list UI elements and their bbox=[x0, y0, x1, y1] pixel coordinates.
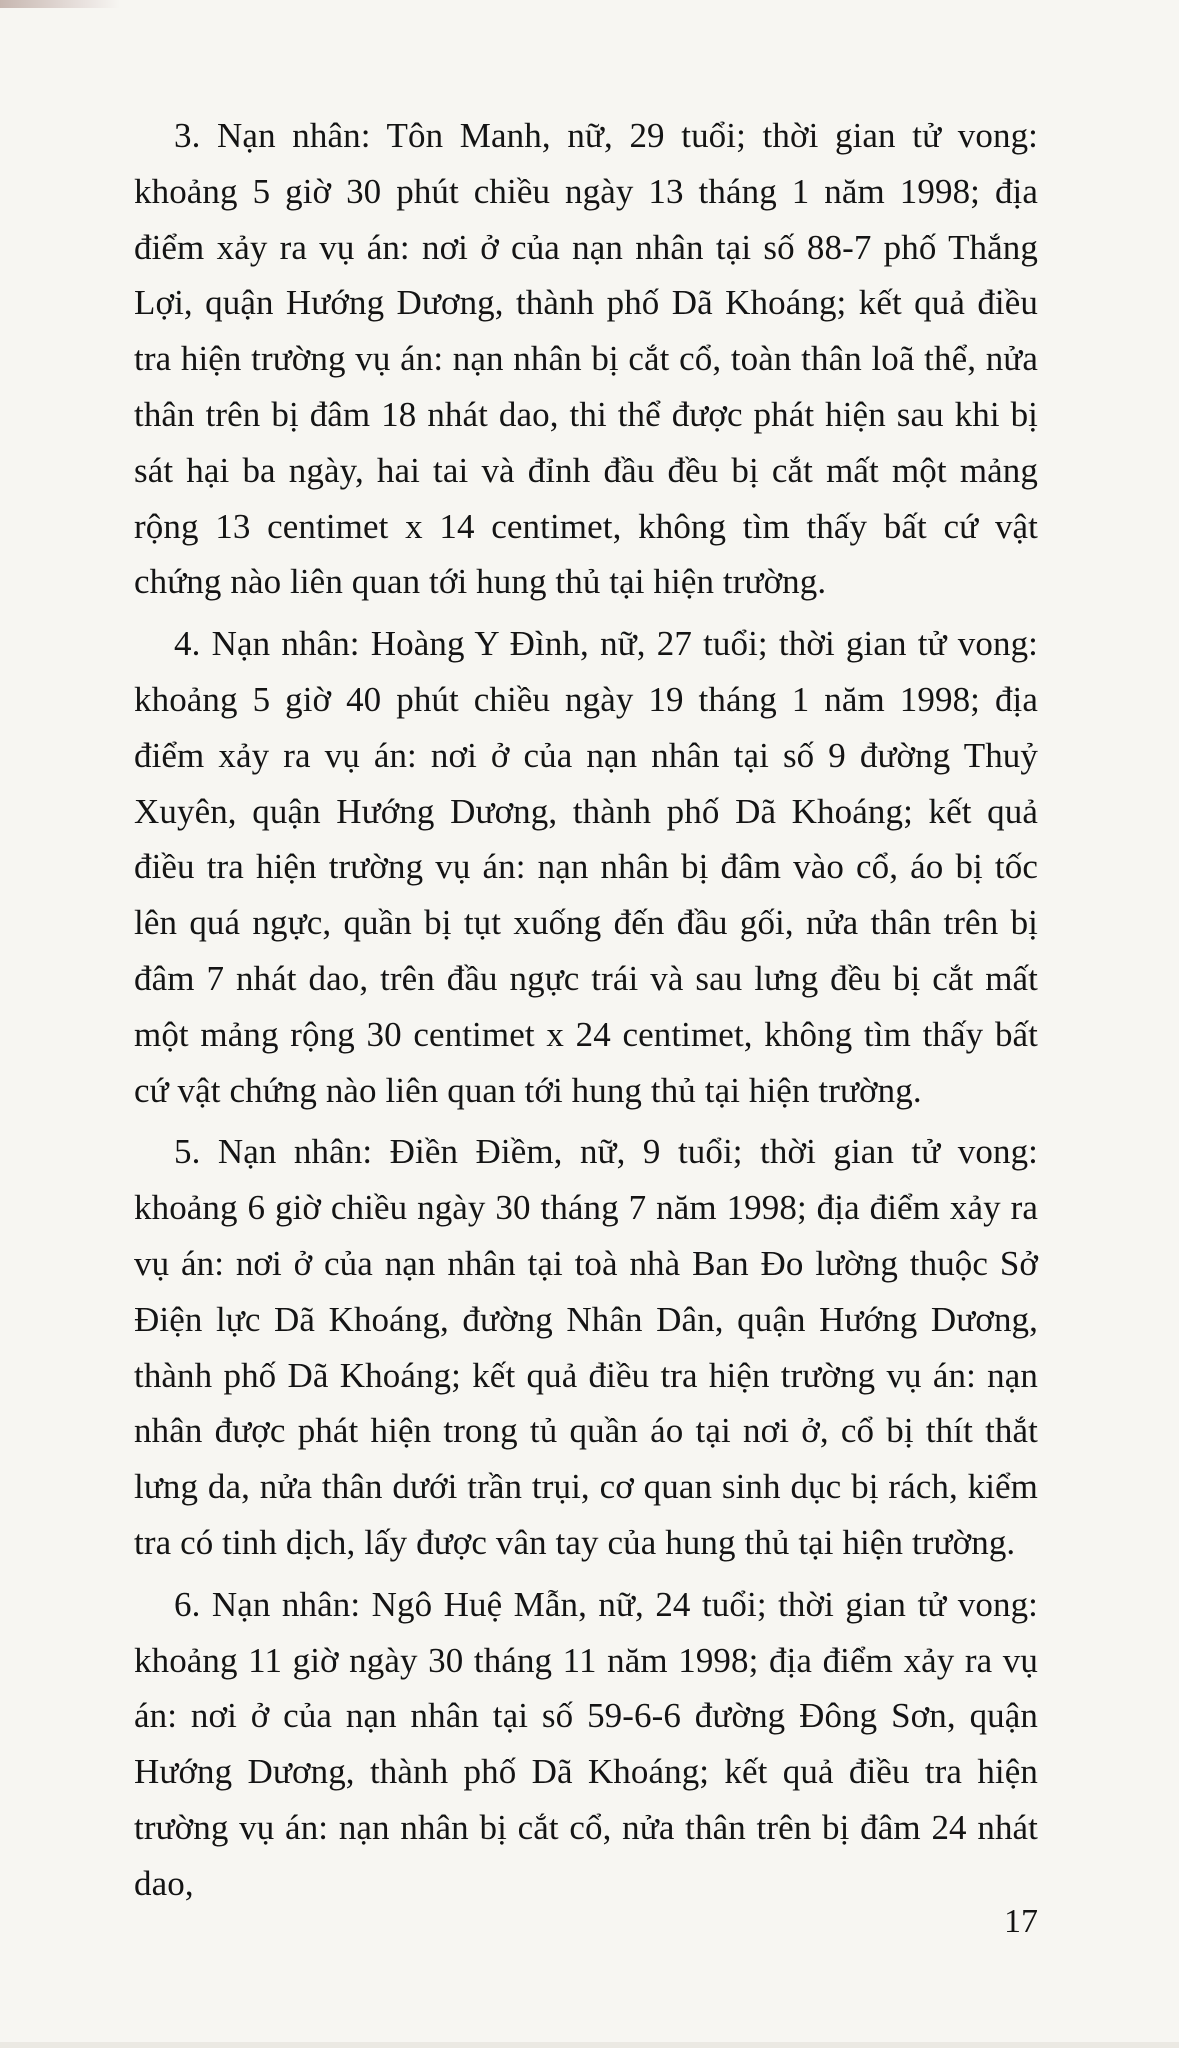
page-edge-shadow bbox=[0, 0, 120, 8]
paragraph-victim-6: 6. Nạn nhân: Ngô Huệ Mẫn, nữ, 24 tuổi; thời gian tử vong: khoảng 11 giờ ngày 30 tháng 11 năm 1998; địa điểm xảy ra vụ án: nơi ở của nạn nhân tại số 59-6-6 đường Đông Sơn, quận Hướng Dương, thành phố Dã Khoáng; kết quả điều tra hiện trường vụ án: nạn nhân bị cắt cổ, nửa thân trên bị đâm 24 nhát dao, bbox=[134, 1584, 1038, 1903]
body-text bbox=[134, 108, 1038, 1918]
page-number: 17 bbox=[1004, 1903, 1038, 1940]
page-bottom-edge bbox=[0, 2042, 1179, 2048]
paragraph-victim-4: 4. Nạn nhân: Hoàng Y Đình, nữ, 27 tuổi; thời gian tử vong: khoảng 5 giờ 40 phút chiều ngày 19 tháng 1 năm 1998; địa điểm xảy ra vụ án: nơi ở của nạn nhân tại số 9 đường Thuỷ Xuyên, quận Hướng Dương, thành phố Dã Khoáng; kết quả điều tra hiện trường vụ án: nạn nhân bị đâm vào cổ, áo bị tốc lên quá ngực, quần bị tụt xuống đến đầu gối, nửa thân trên bị đâm 7 nhát dao, trên đầu ngực trái và sau lưng đều bị cắt mất một mảng rộng 30 centimet x 24 centimet, không tìm thấy bất cứ vật chứng nào liên quan tới hung thủ tại hiện trường. bbox=[134, 624, 1038, 1110]
paragraph-victim-5: 5. Nạn nhân: Điền Điềm, nữ, 9 tuổi; thời gian tử vong: khoảng 6 giờ chiều ngày 30 tháng 7 năm 1998; địa điểm xảy ra vụ án: nơi ở của nạn nhân tại toà nhà Ban Đo lường thuộc Sở Điện lực Dã Khoáng, đường Nhân Dân, quận Hướng Dương, thành phố Dã Khoáng; kết quả điều tra hiện trường vụ án: nạn nhân được phát hiện trong tủ quần áo tại nơi ở, cổ bị thít thắt lưng da, nửa thân dưới trần trụi, cơ quan sinh dục bị rách, kiểm tra có tinh dịch, lấy được vân tay của hung thủ tại hiện trường. bbox=[134, 1132, 1038, 1562]
paragraph-victim-3: 3. Nạn nhân: Tôn Manh, nữ, 29 tuổi; thời gian tử vong: khoảng 5 giờ 30 phút chiều ngày 13 tháng 1 năm 1998; địa điểm xảy ra vụ án: nơi ở của nạn nhân tại số 88-7 phố Thắng Lợi, quận Hướng Dương, thành phố Dã Khoáng; kết quả điều tra hiện trường vụ án: nạn nhân bị cắt cổ, toàn thân loã thể, nửa thân trên bị đâm 18 nhát dao, thi thể được phát hiện sau khi bị sát hại ba ngày, hai tai và đỉnh đầu đều bị cắt mất một mảng rộng 13 centimet x 14 centimet, không tìm thấy bất cứ vật chứng nào liên quan tới hung thủ tại hiện trường. bbox=[134, 116, 1038, 602]
